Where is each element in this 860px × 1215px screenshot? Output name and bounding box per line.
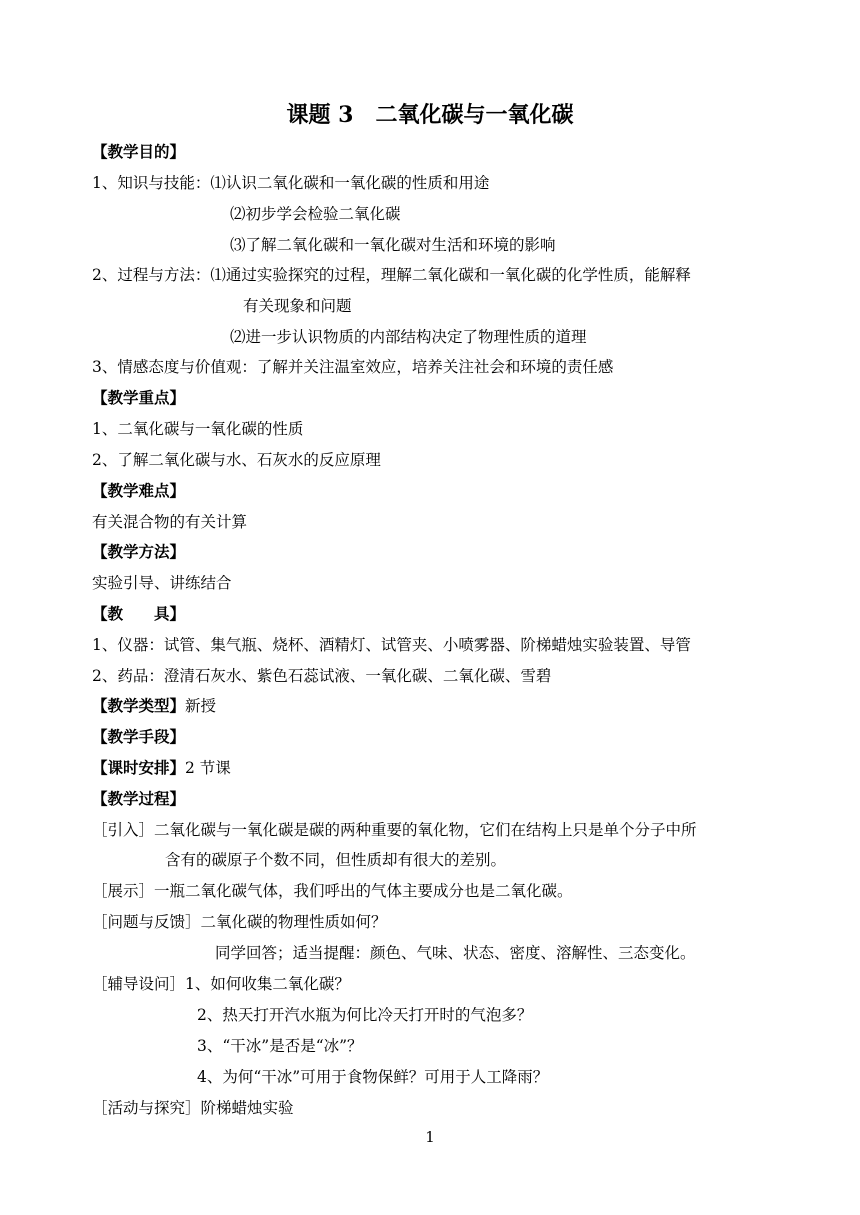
tools-heading: 【教 具】 (92, 604, 186, 623)
process-line: ［展示］一瓶二氧化碳气体，我们呼出的气体主要成分也是二氧化碳。 (92, 882, 573, 900)
process-line: ［问题与反馈］二氧化碳的物理性质如何？ (92, 913, 387, 931)
key-point-line: 2、了解二氧化碳与水、石灰水的反应原理 (92, 451, 381, 469)
objectives-heading: 【教学目的】 (92, 142, 186, 161)
objective-line: 1、知识与技能：⑴认识二氧化碳和一氧化碳的性质和用途 (92, 174, 490, 192)
difficulties-heading: 【教学难点】 (92, 481, 186, 500)
objective-line: 2、过程与方法：⑴通过实验探究的过程，理解二氧化碳和一氧化碳的化学性质，能解释 (92, 266, 691, 284)
process-heading: 【教学过程】 (92, 789, 186, 808)
process-line: 3、“干冰”是否是“冰”？ (197, 1037, 363, 1055)
page-title: 课题 3 二氧化碳与一氧化碳 (286, 102, 574, 128)
objective-line: 3、情感态度与价值观：了解并关注温室效应，培养关注社会和环境的责任感 (92, 358, 614, 376)
process-line: 含有的碳原子个数不同，但性质却有很大的差别。 (165, 851, 507, 869)
process-line: 2、热天打开汽水瓶为何比冷天打开时的气泡多？ (197, 1006, 533, 1024)
schedule-heading: 【课时安排】 (92, 758, 186, 777)
type-value: 新授 (185, 697, 217, 715)
schedule-value: 2 节课 (185, 759, 231, 777)
process-line: 4、为何“干冰”可用于食物保鲜？可用于人工降雨？ (197, 1068, 549, 1086)
tools-line: 2、药品：澄清石灰水、紫色石蕊试液、一氧化碳、二氧化碳、雪碧 (92, 667, 552, 685)
process-line: 同学回答；适当提醒：颜色、气味、状态、密度、溶解性、三态变化。 (215, 944, 696, 962)
objective-line: ⑶了解二氧化碳和一氧化碳对生活和环境的影响 (230, 236, 556, 254)
process-line: ［活动与探究］阶梯蜡烛实验 (92, 1099, 294, 1117)
objective-line: 有关现象和问题 (243, 297, 352, 315)
process-line: ［引入］二氧化碳与一氧化碳是碳的两种重要的氧化物，它们在结构上只是单个分子中所 (92, 821, 697, 839)
process-line: ［辅导设问］1、如何收集二氧化碳？ (92, 975, 350, 993)
key-points-heading: 【教学重点】 (92, 388, 186, 407)
difficulty-line: 有关混合物的有关计算 (92, 513, 248, 531)
type-row (92, 696, 216, 716)
key-point-line: 1、二氧化碳与一氧化碳的性质 (92, 420, 304, 438)
type-heading: 【教学类型】 (92, 696, 186, 715)
methods-heading: 【教学方法】 (92, 542, 186, 561)
tools-line: 1、仪器：试管、集气瓶、烧杯、酒精灯、试管夹、小喷雾器、阶梯蜡烛实验装置、导管 (92, 636, 691, 654)
page-number: 1 (425, 1128, 435, 1146)
schedule-row (92, 758, 231, 778)
method-line: 实验引导、讲练结合 (92, 574, 232, 592)
means-heading: 【教学手段】 (92, 727, 186, 746)
objective-line: ⑵进一步认识物质的内部结构决定了物理性质的道理 (230, 328, 587, 346)
objective-line: ⑵初步学会检验二氧化碳 (230, 205, 401, 223)
